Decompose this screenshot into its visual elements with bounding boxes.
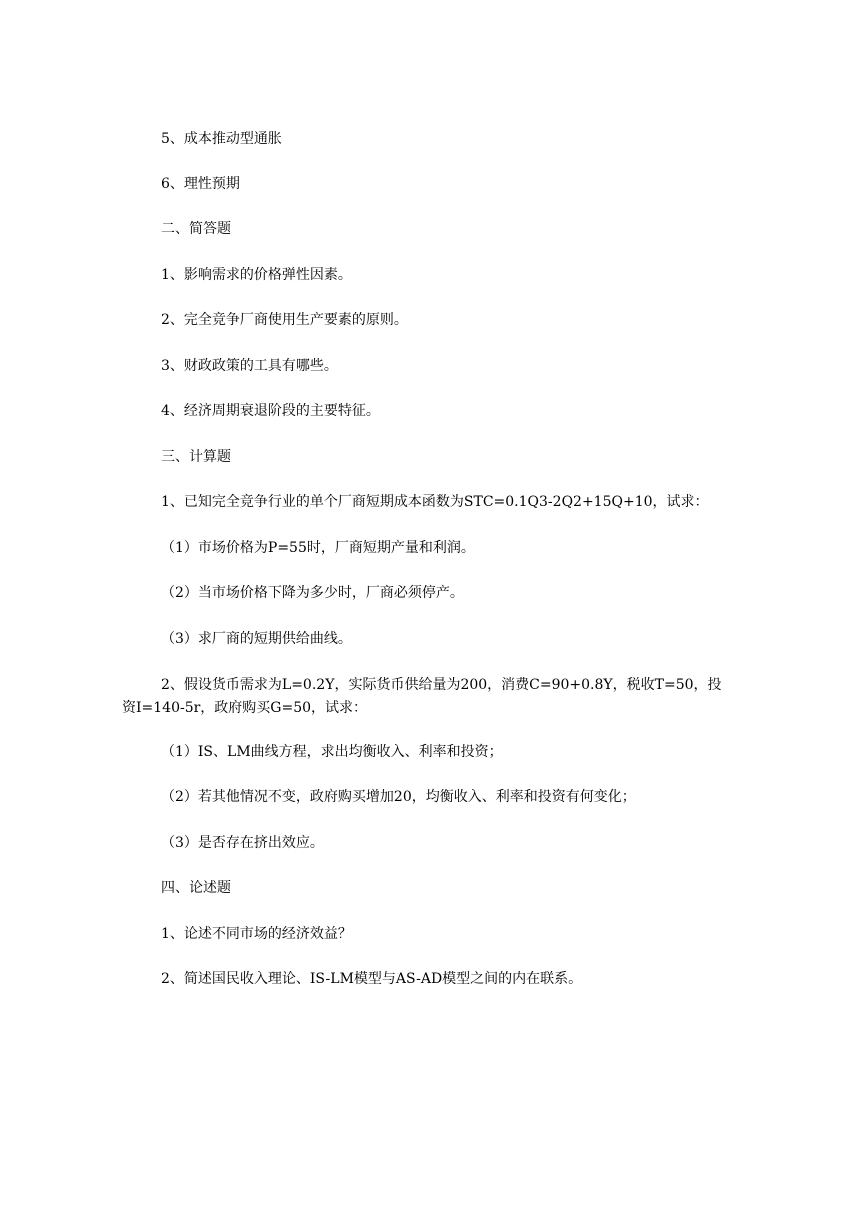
list-item: 6、理性预期 <box>161 176 240 192</box>
list-item: 2、简述国民收入理论、IS-LM模型与AS-AD模型之间的内在联系。 <box>161 971 583 987</box>
list-item: 4、经济周期衰退阶段的主要特征。 <box>161 403 380 419</box>
question-text-line-1: 2、假设货币需求为L=0.2Y，实际货币供给量为200，消费C=90+0.8Y，税收T=50，投 <box>161 677 722 693</box>
question-paragraph <box>122 674 736 720</box>
list-item: （2）若其他情况不变，政府购买增加20，均衡收入、利率和投资有何变化； <box>161 789 636 805</box>
list-item: （3）是否存在挤出效应。 <box>161 835 324 851</box>
list-item: 1、论述不同市场的经济效益？ <box>161 926 352 942</box>
list-item: 2、完全竞争厂商使用生产要素的原则。 <box>161 312 408 328</box>
list-item: （1）市场价格为P=55时，厂商短期产量和利润。 <box>161 540 475 556</box>
list-item: （1）IS、LM曲线方程，求出均衡收入、利率和投资； <box>161 744 503 760</box>
section-heading: 三、计算题 <box>161 449 231 465</box>
list-item: （2）当市场价格下降为多少时，厂商必须停产。 <box>161 585 464 601</box>
list-item: 1、影响需求的价格弹性因素。 <box>161 267 352 283</box>
list-item: 3、财政政策的工具有哪些。 <box>161 358 338 374</box>
list-item: 5、成本推动型通胀 <box>161 131 282 147</box>
list-item: 1、已知完全竞争行业的单个厂商短期成本函数为STC=0.1Q3-2Q2+15Q+10，试求： <box>161 494 709 510</box>
section-heading: 二、简答题 <box>161 221 231 237</box>
question-text-line-2: 资I=140-5r，政府购买G=50，试求： <box>122 700 368 716</box>
list-item: （3）求厂商的短期供给曲线。 <box>161 631 352 647</box>
section-heading: 四、论述题 <box>161 880 231 896</box>
